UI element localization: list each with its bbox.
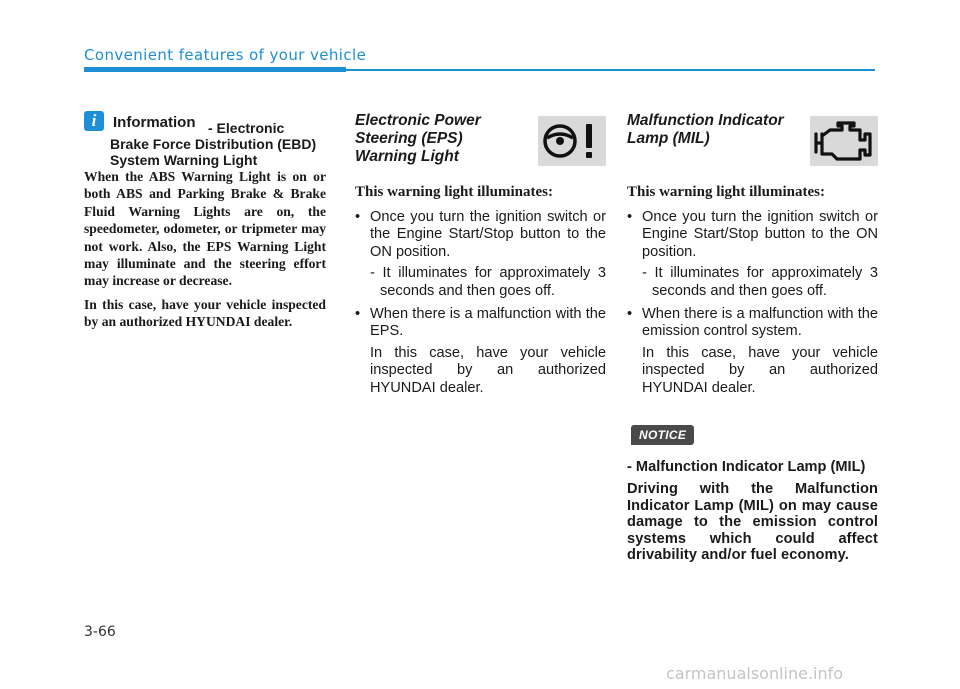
steering-wheel-exclamation-icon <box>538 116 606 166</box>
notice-badge: NOTICE <box>631 425 694 445</box>
information-paragraph-2: In this case, have your vehicle inspected by an authorized HYUNDAI dealer. <box>84 296 326 330</box>
list-item <box>627 306 878 397</box>
eps-header <box>355 112 606 184</box>
header-rule-thin <box>346 69 875 71</box>
page-number: 3-66 <box>84 624 116 640</box>
mil-header <box>627 112 878 184</box>
notice-title: - Malfunction Indicator Lamp (MIL) <box>627 459 866 476</box>
mil-title: Malfunction Indicator Lamp (MIL) <box>627 112 784 147</box>
list-item <box>355 209 606 300</box>
mil-bullet-2: When there is a malfunction with the emission control system. <box>642 306 878 340</box>
information-title: Brake Force Distribution (EBD) System Warning Light <box>110 136 317 168</box>
information-paragraph-1: When the ABS Warning Light is on or both ABS and Parking Brake & Brake Fluid Warning Lights are on, the speedometer, odometer, or tripmeter may not work. Also, the EPS Warning Light may illuminate and the steering effort may increase or decrease. <box>84 169 326 289</box>
mil-column <box>627 108 878 564</box>
eps-illuminates-heading: This warning light illuminates: <box>355 184 553 200</box>
check-engine-icon <box>810 116 878 166</box>
list-item <box>355 306 606 397</box>
info-icon: i <box>84 111 104 131</box>
eps-column <box>355 108 606 403</box>
eps-bullet-2: When there is a malfunction with the EPS. <box>370 306 606 340</box>
mil-bullet-2-sub: In this case, have your vehicle inspected by an authorized HYUNDAI dealer. <box>642 344 878 396</box>
mil-illuminates-heading: This warning light illuminates: <box>627 184 825 200</box>
section-header: Convenient features of your vehicle <box>84 46 367 64</box>
list-item <box>627 209 878 300</box>
eps-bullet-1: Once you turn the ignition switch or the Engine Start/Stop button to the ON position. <box>370 209 606 260</box>
notice-text: Driving with the Malfunction Indicator Lamp (MIL) on may cause damage to the emission control systems which could affect drivability and/or fuel economy. <box>627 481 878 564</box>
eps-bullet-2-sub: In this case, have your vehicle inspected by an authorized HYUNDAI dealer. <box>370 344 606 396</box>
information-header <box>84 108 326 168</box>
eps-title: Electronic Power Steering (EPS) Warning Light <box>355 112 481 165</box>
mil-bullet-1: Once you turn the ignition switch or Engine Start/Stop button to the ON position. <box>642 209 878 260</box>
eps-bullet-1-sub: - It illuminates for approximately 3 seconds and then goes off. <box>370 265 606 299</box>
information-label: Information <box>113 114 196 131</box>
information-title-line1: - Electronic <box>208 120 285 136</box>
header-rule-thick <box>84 67 346 72</box>
mil-bullet-list <box>627 209 878 397</box>
eps-bullet-list <box>355 209 606 397</box>
information-column <box>84 108 326 337</box>
watermark: carmanualsonline.info <box>666 664 844 683</box>
mil-bullet-1-sub: - It illuminates for approximately 3 seconds and then goes off. <box>642 265 878 299</box>
